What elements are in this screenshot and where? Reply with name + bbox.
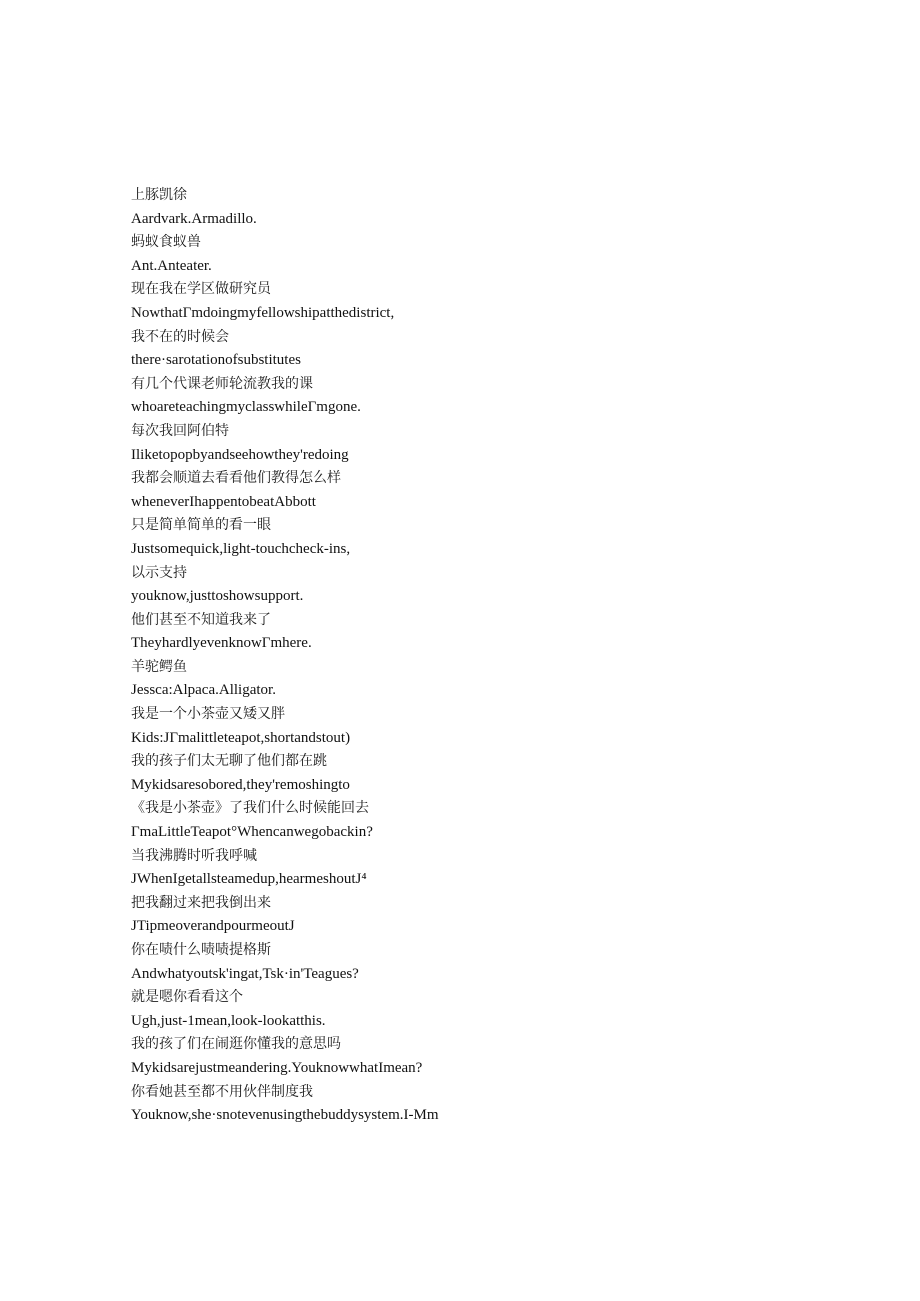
english-subtitle-line: Jessca:Alpaca.Alligator. bbox=[131, 682, 276, 699]
english-subtitle-line: JTipmeoverandpourmeoutJ bbox=[131, 918, 295, 935]
english-subtitle-line: Kids:JΓmalittleteapot,shortandstout) bbox=[131, 729, 351, 746]
english-subtitle-line: Youknow,she·snotevenusingthebuddysystem.I-Mm bbox=[131, 1107, 439, 1124]
chinese-subtitle-line: 上豚凯徐 bbox=[131, 187, 187, 203]
chinese-subtitle-line: 《我是小茶壶》了我们什么时候能回去 bbox=[131, 800, 369, 817]
transcript-lines bbox=[131, 184, 831, 1128]
chinese-subtitle-line: 就是嗯你看看这个 bbox=[131, 989, 243, 1006]
english-subtitle-line: wheneverIhappentobeatAbbott bbox=[131, 493, 316, 510]
chinese-subtitle-line: 我的孩子们太无聊了他们都在跳 bbox=[131, 753, 327, 770]
chinese-subtitle-line: 你看她甚至都不用伙伴制度我 bbox=[131, 1083, 313, 1100]
chinese-subtitle-line: 蚂蚁食蚁兽 bbox=[131, 234, 201, 251]
english-subtitle-line: Andwhatyoutsk'ingat,Tsk·in'Teagues? bbox=[131, 965, 359, 982]
chinese-subtitle-line: 只是简单简单的看一眼 bbox=[131, 517, 271, 534]
english-subtitle-line: Ant.Anteater. bbox=[131, 257, 212, 274]
english-subtitle-line: NowthatΓmdoingmyfellowshipatthedistrict, bbox=[131, 304, 395, 321]
chinese-subtitle-line: 他们甚至不知道我来了 bbox=[131, 611, 271, 628]
english-subtitle-line: Mykidsaresobored,they'remoshingto bbox=[131, 776, 350, 793]
english-subtitle-line: JWhenIgetallsteamedup,hearmeshoutJ⁴ bbox=[131, 871, 367, 888]
chinese-subtitle-line: 每次我回阿伯特 bbox=[131, 422, 229, 439]
english-subtitle-line: TheyhardlyevenknowΓmhere. bbox=[131, 635, 312, 652]
chinese-subtitle-line: 我是一个小茶壶又矮又胖 bbox=[131, 706, 285, 723]
chinese-subtitle-line: 以示支持 bbox=[131, 564, 187, 581]
chinese-subtitle-line: 把我翻过来把我倒出来 bbox=[131, 894, 271, 911]
chinese-subtitle-line: 我不在的时候会 bbox=[131, 328, 229, 345]
chinese-subtitle-line: 羊驼鳄鱼 bbox=[131, 658, 187, 675]
english-subtitle-line: whoareteachingmyclasswhileΓmgone. bbox=[131, 399, 361, 416]
english-subtitle-line: there·sarotationofsubstitutes bbox=[131, 352, 301, 369]
english-subtitle-line: youknow,justtoshowsupport. bbox=[131, 588, 304, 605]
chinese-subtitle-line: 有几个代课老师轮流教我的课 bbox=[131, 375, 313, 392]
chinese-subtitle-line: 现在我在学区做研究员 bbox=[131, 281, 271, 298]
english-subtitle-line: Aardvark.Armadillo. bbox=[131, 210, 257, 227]
chinese-subtitle-line: 我的孩了们在闹逛你懂我的意思吗 bbox=[131, 1036, 341, 1053]
chinese-subtitle-line: 当我沸腾时听我呼喊 bbox=[131, 847, 257, 864]
english-subtitle-line: ΓmaLittleTeapot°Whencanwegobackin? bbox=[131, 824, 373, 841]
chinese-subtitle-line: 我都会顺道去看看他们教得怎么样 bbox=[131, 470, 341, 487]
english-subtitle-line: Mykidsarejustmeandering.YouknowwhatImean? bbox=[131, 1059, 423, 1076]
english-subtitle-line: Ugh,just-1mean,look-lookatthis. bbox=[131, 1012, 326, 1029]
chinese-subtitle-line: 你在啧什么啧啧提格斯 bbox=[131, 942, 271, 958]
english-subtitle-line: Justsomequick,light-touchcheck-ins, bbox=[131, 540, 351, 557]
english-subtitle-line: Iliketopopbyandseehowthey'redoing bbox=[131, 446, 349, 463]
